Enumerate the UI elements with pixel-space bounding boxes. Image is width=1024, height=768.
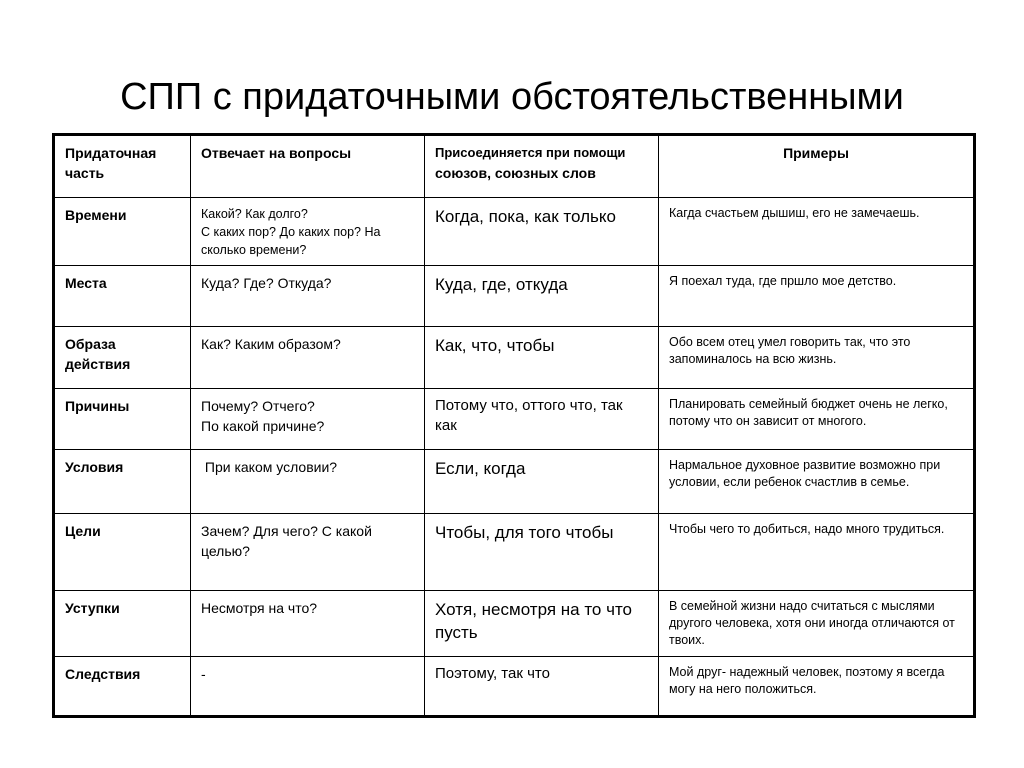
table-row xyxy=(54,591,975,657)
questions-line: По какой причине? xyxy=(201,418,325,434)
clauses-table xyxy=(52,133,976,718)
clause-type: Образа действия xyxy=(54,327,191,389)
questions-line: Какой? Как долго? xyxy=(201,207,308,221)
clause-type: Времени xyxy=(54,198,191,266)
example: Я поехал туда, где пршло мое детство. xyxy=(659,266,975,327)
conjunctions: Куда, где, откуда xyxy=(425,266,659,327)
table-row xyxy=(54,450,975,514)
clause-type: Места xyxy=(54,266,191,327)
conjunctions: Как, что, чтобы xyxy=(425,327,659,389)
table-row xyxy=(54,657,975,717)
example: Обо всем отец умел говорить так, что это запоминалось на всю жизнь. xyxy=(659,327,975,389)
clause-type: Условия xyxy=(54,450,191,514)
questions-line: Куда? Где? Откуда? xyxy=(201,275,332,291)
example: Чтобы чего то добиться, надо много трудиться. xyxy=(659,514,975,591)
conjunctions: Если, когда xyxy=(425,450,659,514)
questions xyxy=(191,450,425,514)
example: Нармальное духовное развитие возможно при условии, если ребенок счастлив в семье. xyxy=(659,450,975,514)
header-conjunctions xyxy=(425,135,659,198)
conjunctions: Чтобы, для того чтобы xyxy=(425,514,659,591)
questions-line: Зачем? Для чего? С какой целью? xyxy=(201,523,372,559)
table-row xyxy=(54,389,975,450)
clause-type: Следствия xyxy=(54,657,191,717)
questions-line: Почему? Отчего? xyxy=(201,398,315,414)
table-row xyxy=(54,266,975,327)
questions-line: При каком условии? xyxy=(201,459,338,475)
questions-line: С каких пор? До каких пор? На сколько времени? xyxy=(201,225,381,257)
questions-line: Несмотря на что? xyxy=(201,600,318,616)
questions xyxy=(191,266,425,327)
example: Кагда счастьем дышиш, его не замечаешь. xyxy=(659,198,975,266)
questions xyxy=(191,591,425,657)
example: Мой друг- надежный человек, поэтому я всегда могу на него положиться. xyxy=(659,657,975,717)
slide-title: СПП с придаточными обстоятельственными xyxy=(120,76,904,118)
questions-line: Как? Каким образом? xyxy=(201,336,341,352)
conjunctions: Потому что, оттого что, так как xyxy=(425,389,659,450)
questions xyxy=(191,389,425,450)
example: В семейной жизни надо считаться с мыслями другого человека, хотя они иногда отличаются от твоих. xyxy=(659,591,975,657)
table-row xyxy=(54,198,975,266)
questions xyxy=(191,657,425,717)
clause-type: Уступки xyxy=(54,591,191,657)
header-clause-type: Придаточная часть xyxy=(54,135,191,198)
header-conjunctions-line2: союзов, союзных слов xyxy=(435,165,596,181)
header-questions: Отвечает на вопросы xyxy=(191,135,425,198)
clause-type: Причины xyxy=(54,389,191,450)
table-header-row xyxy=(54,135,975,198)
questions xyxy=(191,514,425,591)
header-conjunctions-line1: Присоединяется при помощи xyxy=(435,145,626,160)
header-examples: Примеры xyxy=(659,135,975,198)
conjunctions: Когда, пока, как только xyxy=(425,198,659,266)
conjunctions: Хотя, несмотря на то что пусть xyxy=(425,591,659,657)
conjunctions: Поэтому, так что xyxy=(425,657,659,717)
questions-line: - xyxy=(201,666,206,682)
clause-type: Цели xyxy=(54,514,191,591)
example: Планировать семейный бюджет очень не легко, потому что он зависит от многого. xyxy=(659,389,975,450)
table-row xyxy=(54,514,975,591)
questions xyxy=(191,198,425,266)
questions xyxy=(191,327,425,389)
table-row xyxy=(54,327,975,389)
